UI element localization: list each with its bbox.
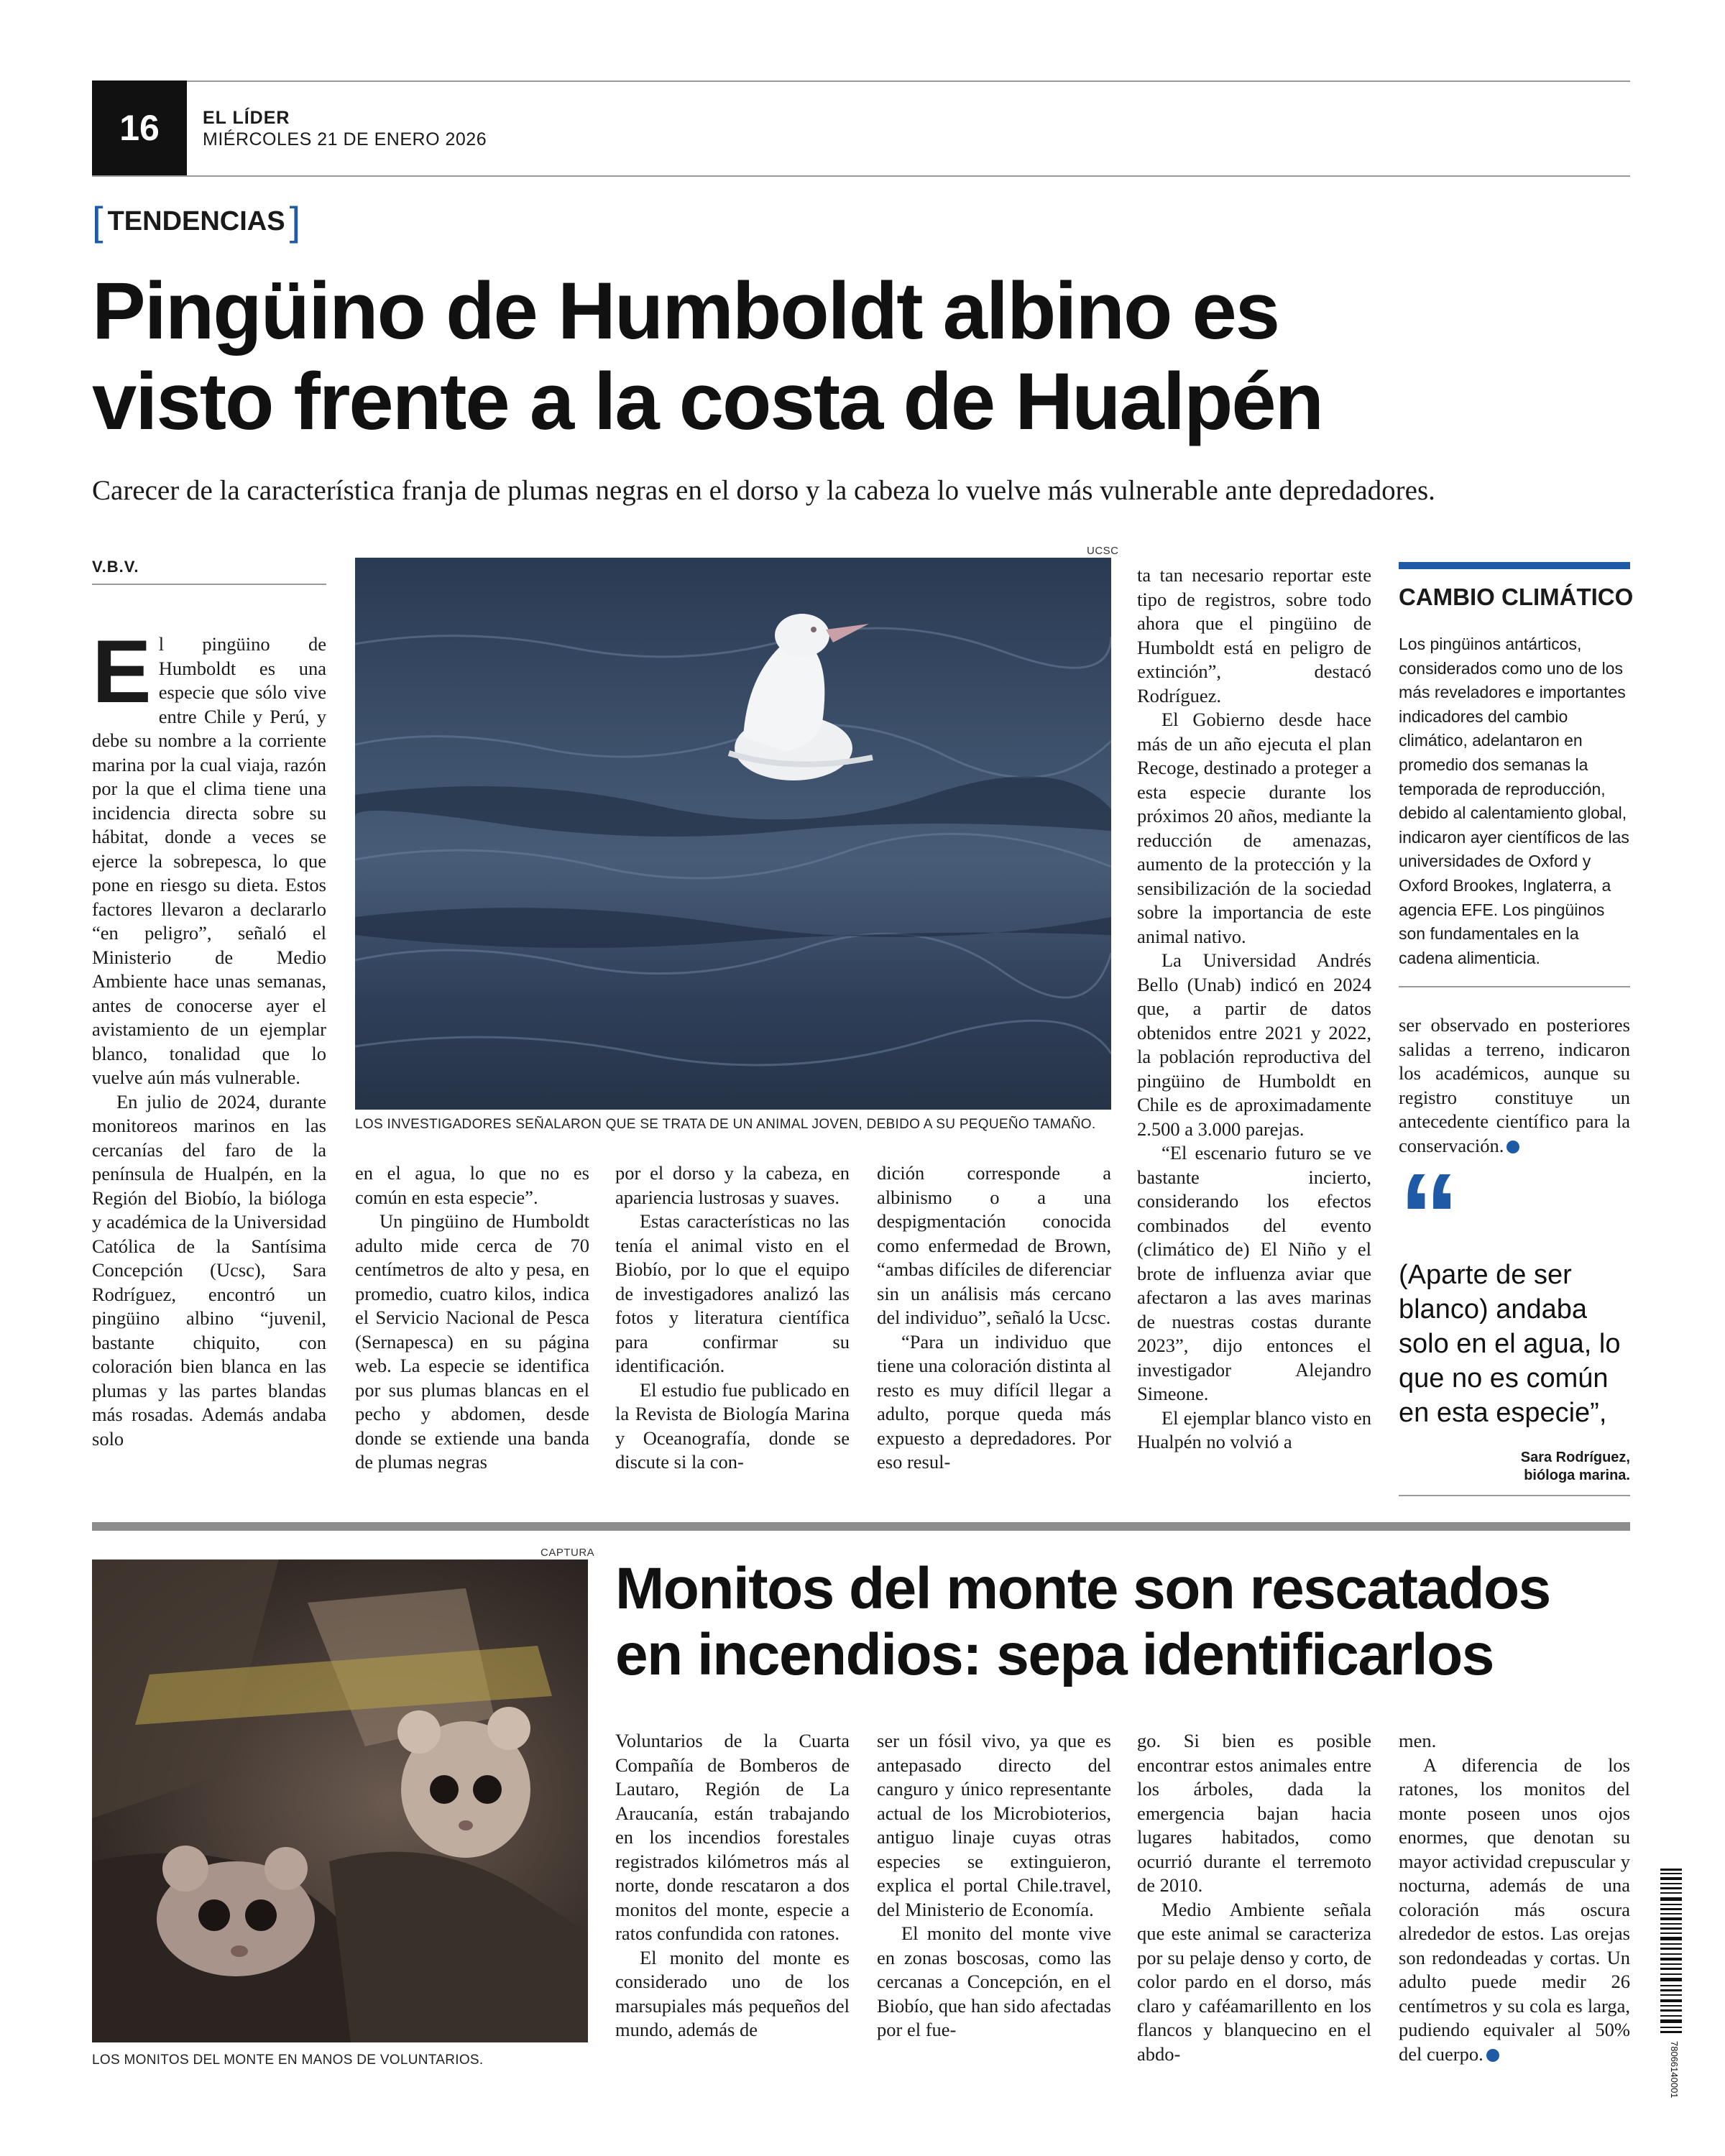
article2-headline-line1: Monitos del monte son rescatados — [615, 1556, 1550, 1621]
monitos-photo — [92, 1560, 588, 2042]
section-tag — [92, 198, 301, 244]
col3-paragraph-3: El estudio fue publicado en la Revista de Biología Marina y Oceanografía, donde se discute si la con- — [615, 1378, 850, 1473]
photo1-credit: UCSC — [1087, 545, 1119, 557]
section-separator — [92, 1522, 1630, 1531]
section-bracket-close: ] — [289, 198, 301, 244]
col5-paragraph-3: La Universidad Andrés Bello (Unab) indicó en 2024 que, a partir de datos obtenidos entre 2021 y 2022, la población reproductiva del pingüino de Humboldt en Chile es de aproximadamente 2.500 a 3.000 parejas. — [1137, 949, 1371, 1140]
article1-column-6 — [1399, 1013, 1630, 1158]
col2-paragraph-2: Un pingüino de Humboldt adulto mide cerca de 70 centímetros de alto y pesa, en promedio, cuatro kilos, indica el Servicio Nacional de Pesca (Sernapesca) en su página web. La especie se identifica por sus plumas blancas en el pecho y abdomen, desde donde se extiende una banda de plumas negras — [355, 1210, 589, 1473]
article2-column-4 — [1399, 1729, 1630, 2066]
photo2-caption: LOS MONITOS DEL MONTE EN MANOS DE VOLUNTARIOS. — [92, 2053, 484, 2068]
col4-paragraph-2: “Para un individuo que tiene una coloración distinta al resto es muy difícil llegar a adulto, porque queda más expuesto a depredadores. Por eso resul- — [877, 1330, 1111, 1473]
article1-deck: Carecer de la característica franja de plumas negras en el dorso y la cabeza lo vuelve más vulnerable ante depredadores. — [92, 475, 1435, 506]
col1-paragraph-2: En julio de 2024, durante monitoreos marinos en las cercanías del faro de la península de Hualpén, en la Región del Biobío, la bióloga y académica de la Universidad Católica de la Santísima Concepción (Ucsc), Sara Rodríguez, encontró un pingüino albino “juvenil, bastante chiquito, con coloración bien blanca en las plumas y las partes blandas más rosadas. Además andaba solo — [92, 1090, 326, 1450]
penguin-illustration — [355, 558, 1111, 1110]
newspaper-name: EL LÍDER — [203, 108, 290, 128]
albino-penguin-photo — [355, 558, 1111, 1110]
col2-paragraph-1: en el agua, lo que no es común en esta especie”. — [355, 1162, 589, 1208]
header-top-rule — [187, 80, 1630, 82]
section-bracket-open: [ — [92, 198, 104, 244]
col3-paragraph-2: Estas características no las tenía el animal visto en el Biobío, por lo que el equipo de investigadores analizó las fotos y literatura científica para confirmar su identificación. — [615, 1210, 850, 1376]
barcode-number: 7806614000138 — [1669, 2041, 1680, 2099]
monitos-illustration — [92, 1560, 588, 2042]
sidebar-top-bar — [1399, 562, 1630, 569]
a2-col4-paragraph-1: men. — [1399, 1730, 1437, 1751]
a2-col2-paragraph-2: El monito del monte vive en zonas boscosas, como las cercanas a Concepción, en el Biobío, que han sido afectadas por el fue- — [877, 1922, 1111, 2040]
sidebar-title: CAMBIO CLIMÁTICO — [1399, 584, 1634, 610]
issue-date: MIÉRCOLES 21 DE ENERO 2026 — [203, 129, 487, 149]
pullquote-rule — [1399, 1495, 1630, 1496]
col5-paragraph-1: ta tan necesario reportar este tipo de registros, sobre todo ahora que el pingüino de Humboldt está en peligro de extinción”, destacó Rodríguez. — [1137, 564, 1371, 706]
article1-column-1 — [92, 622, 326, 1451]
pullquote-text: (Aparte de ser blanco) andaba solo en el agua, lo que no es común en esta especie”, — [1399, 1260, 1621, 1428]
col4-paragraph-1: dición corresponde a albinismo o a una despigmentación conocida como enfermedad de Brown, “ambas difíciles de diferenciar sin un análisis más cercano del individuo”, señaló la Ucsc. — [877, 1162, 1111, 1328]
header-bottom-rule — [92, 175, 1630, 177]
a2-col2-paragraph-1: ser un fósil vivo, ya que es antepasado directo del canguro y único representante actual de los Microbioterios, antiguo linaje cuyas otras especies se extinguieron, explica el portal Chile.travel, del Ministerio de Economía. — [877, 1730, 1111, 1920]
photo1-caption: LOS INVESTIGADORES SEÑALARON QUE SE TRATA DE UN ANIMAL JOVEN, DEBIDO A SU PEQUEÑO TAMAÑO. — [355, 1117, 1096, 1132]
a2-col1-paragraph-2: El monito del monte es considerado uno de los marsupiales más pequeños del mundo, además de — [615, 1946, 850, 2040]
a2-col4-paragraph-2: A diferencia de los ratones, los monitos del monte poseen unos ojos enormes, que denotan su mayor actividad crepuscular y nocturna, además de una coloración más oscura alrededor de estos. Las orejas son redondeadas y cortas. Un adulto puede medir 26 centímetros y su cola es larga, pudiendo equivaler al 50% del cuerpo. — [1399, 1754, 1630, 2065]
article1-headline — [92, 266, 1558, 447]
article2-headline-line2: en incendios: sepa identificarlos — [615, 1622, 1494, 1687]
pullquote-author-role: bióloga marina. — [1524, 1468, 1630, 1483]
article2-headline — [615, 1556, 1630, 1688]
col6-paragraph-1: ser observado en posteriores salidas a terreno, indicaron los académicos, aunque su registro constituye un antecedente científico para la conservación. — [1399, 1014, 1630, 1156]
article2-column-2 — [877, 1729, 1111, 2042]
pullquote-author — [1399, 1449, 1630, 1485]
byline-rule — [92, 584, 326, 585]
col5-paragraph-4: “El escenario futuro se ve bastante incierto, considerando los efectos combinados del evento (climático de) El Niño y el brote de influenza aviar que afectaron a las aves marinas de nuestras costas durante 2023”, dijo entonces el investigador Alejandro Simeone. — [1137, 1142, 1371, 1404]
col5-paragraph-2: El Gobierno desde hace más de un año ejecuta el plan Recoge, destinado a proteger a esta especie durante los próximos 20 años, mediante la reducción de amenazas, aumento de la protección y la sensibilización de la sociedad sobre la importancia de este animal nativo. — [1137, 709, 1371, 947]
end-of-article-icon — [1506, 1141, 1519, 1153]
a2-col1-paragraph-1: Voluntarios de la Cuarta Compañía de Bomberos de Lautaro, Región de La Araucanía, están trabajando en los incendios forestales registrados kilómetros más al norte, donde rescataron a dos monitos del monte, especie a ratos confundida con ratones. — [615, 1730, 850, 1944]
barcode-icon — [1660, 1869, 1682, 2099]
col1-paragraph-1: l pingüino de Humboldt es una especie que sólo vive entre Chile y Perú, y debe su nombre a la corriente marina por la cual viaja, razón por la que el clima tiene una incidencia directa sobre su hábitat, donde a veces se ejerce la sobrepesca, lo que pone en riesgo su dieta. Estos factores llevaron a declararlo “en peligro”, señaló el Ministerio de Medio Ambiente hace unas semanas, antes de conocerse ayer el avistamiento de un ejemplar blanco, tonalidad que lo vuelve aún más vulnerable. — [92, 633, 326, 1088]
article1-byline: V.B.V. — [92, 558, 139, 576]
end-of-article-icon — [1486, 2049, 1499, 2062]
article2-column-3 — [1137, 1729, 1371, 2066]
page-number: 16 — [92, 80, 187, 175]
sidebar-text: Los pingüinos antárticos, considerados como uno de los más reveladores e importantes indicadores del cambio climático, adelantaron en promedio dos semanas la temporada de reproducción, debido al calentamiento global, indicaron ayer científicos de las universidades de Oxford y Oxford Brookes, Inglaterra, a agencia EFE. Los pingüinos son fundamentales en la cadena alimenticia. — [1399, 635, 1629, 967]
article1-column-2 — [355, 1161, 589, 1475]
col3-paragraph-1: por el dorso y la cabeza, en apariencia lustrosas y suaves. — [615, 1162, 850, 1208]
photo2-credit: CAPTURA — [540, 1547, 595, 1559]
pullquote-author-name: Sara Rodríguez, — [1520, 1450, 1630, 1465]
article2-column-1 — [615, 1729, 850, 2042]
dropcap: E — [92, 622, 152, 722]
a2-col3-paragraph-2: Medio Ambiente señala que este animal se caracteriza por su pelaje denso y corto, de color pardo en el dorso, más claro y caféamarillento en los flancos y blanquecino en el abdo- — [1137, 1898, 1371, 2065]
article1-column-5 — [1137, 563, 1371, 1455]
article1-column-4 — [877, 1161, 1111, 1475]
col5-paragraph-5: El ejemplar blanco visto en Hualpén no volvió a — [1137, 1406, 1371, 1452]
article1-column-3 — [615, 1161, 850, 1475]
sidebar-rule — [1399, 986, 1630, 987]
quote-mark-icon: “ — [1399, 1148, 1460, 1285]
section-label: TENDENCIAS — [107, 206, 285, 236]
a2-col3-paragraph-1: go. Si bien es posible encontrar estos animales entre los árboles, dada la emergencia bajan hacia lugares habitados, como ocurrió durante el terremoto de 2010. — [1137, 1730, 1371, 1896]
article1-headline-line1: Pingüino de Humboldt albino es — [92, 266, 1279, 356]
article1-headline-line2: visto frente a la costa de Hualpén — [92, 356, 1323, 446]
barcode — [1660, 1869, 1682, 2099]
